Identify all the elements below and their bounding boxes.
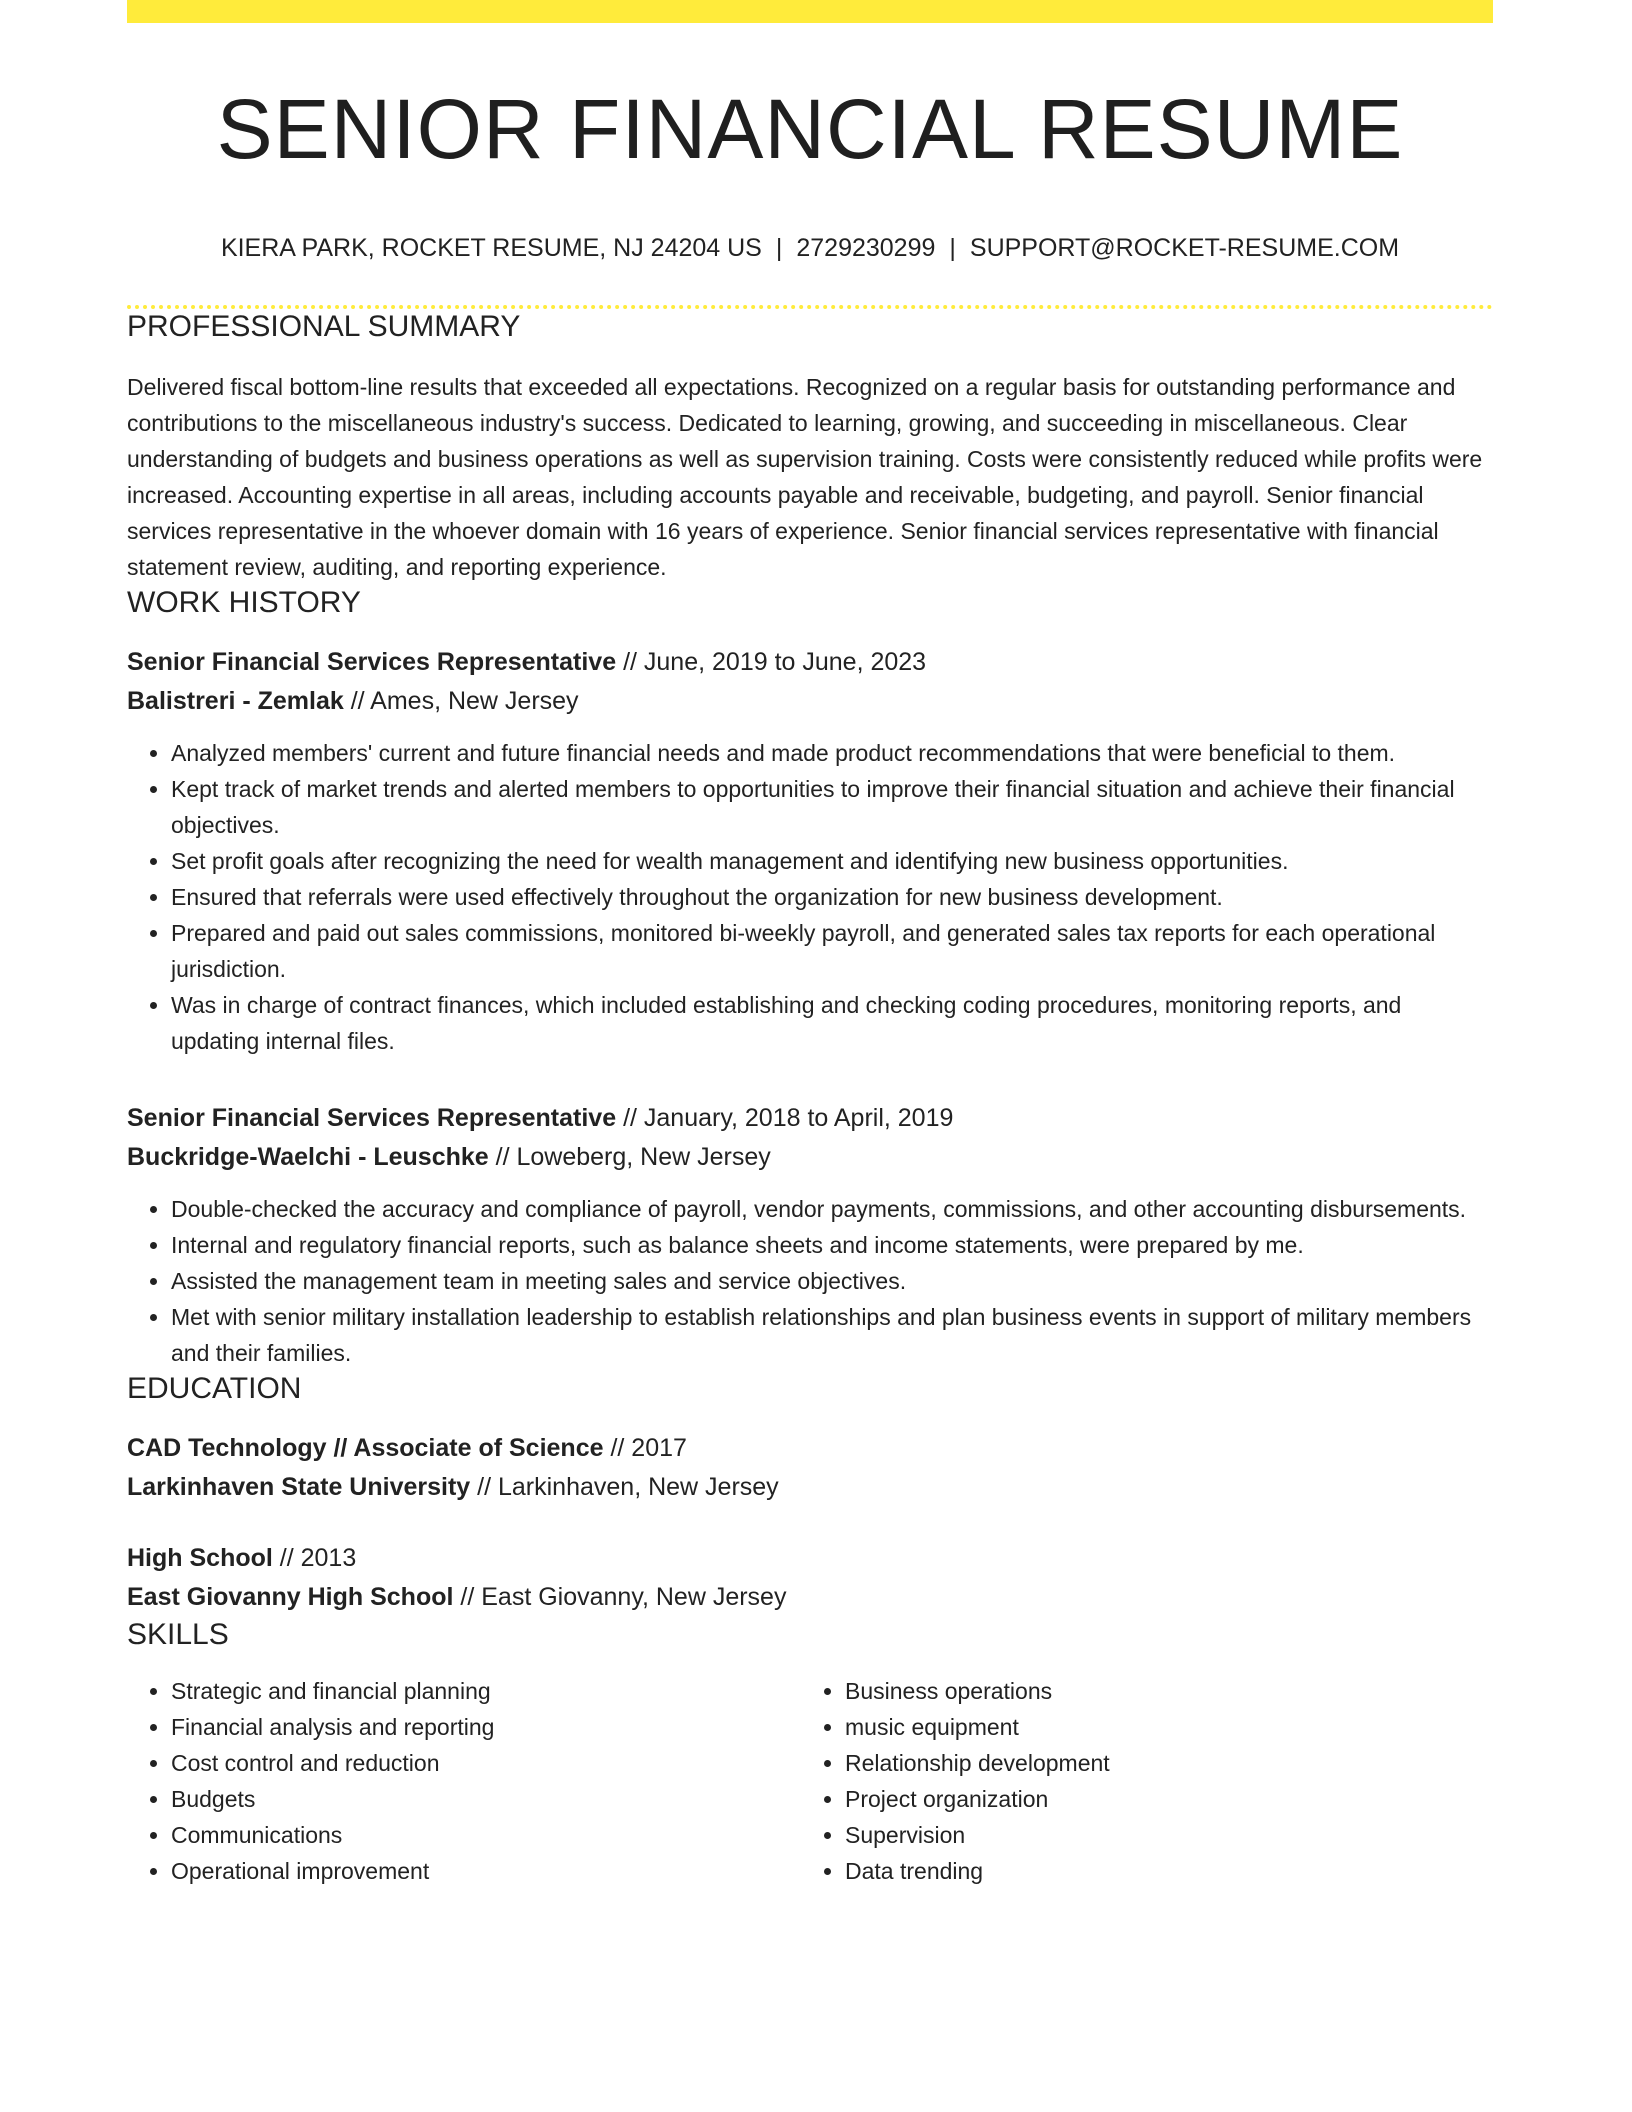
job-location: // Loweberg, New Jersey bbox=[488, 1143, 771, 1172]
skill-item: • Financial analysis and reporting bbox=[171, 1709, 801, 1745]
contact-email: SUPPORT@ROCKET-RESUME.COM bbox=[969, 234, 1400, 263]
skills-columns bbox=[127, 1673, 1493, 1889]
education-location: // East Giovanny, New Jersey bbox=[453, 1583, 787, 1612]
job-title-line bbox=[127, 643, 1493, 682]
job-bullet-list bbox=[127, 735, 1493, 1059]
summary-heading: PROFESSIONAL SUMMARY bbox=[127, 310, 521, 344]
education-school: East Giovanny High School bbox=[127, 1583, 454, 1612]
education-location: // Larkinhaven, New Jersey bbox=[470, 1473, 779, 1502]
skill-item: • Supervision bbox=[845, 1817, 1475, 1853]
job-company: Balistreri - Zemlak bbox=[127, 687, 344, 716]
education-year: // 2017 bbox=[603, 1434, 687, 1463]
job-title: Senior Financial Services Representative bbox=[127, 648, 617, 677]
contact-address: KIERA PARK, ROCKET RESUME, NJ 24204 US bbox=[220, 234, 762, 263]
resume-title: SENIOR FINANCIAL RESUME bbox=[216, 82, 1404, 176]
job-dates: // June, 2019 to June, 2023 bbox=[616, 648, 927, 677]
skill-item: • Operational improvement bbox=[171, 1853, 801, 1889]
resume-page bbox=[127, 0, 1493, 1889]
skill-item: • Project organization bbox=[845, 1781, 1475, 1817]
job-bullet: • Kept track of market trends and alerted members to opportunities to improve their financial situation and achieve their financial objectives. bbox=[171, 771, 1493, 843]
skill-item: • Business operations bbox=[845, 1673, 1475, 1709]
job-bullet: • Set profit goals after recognizing the need for wealth management and identifying new business opportunities. bbox=[171, 843, 1493, 879]
education-entry bbox=[127, 1429, 1493, 1507]
skill-item: • Strategic and financial planning bbox=[171, 1673, 801, 1709]
skill-item: • music equipment bbox=[845, 1709, 1475, 1745]
skill-item: • Relationship development bbox=[845, 1745, 1475, 1781]
education-degree-line bbox=[127, 1429, 1493, 1468]
job-entry bbox=[127, 1099, 1493, 1371]
job-location: // Ames, New Jersey bbox=[343, 687, 579, 716]
contact-line bbox=[127, 233, 1493, 263]
contact-separator: | bbox=[949, 234, 956, 263]
job-bullet: • Was in charge of contract finances, which included establishing and checking coding procedures, monitoring reports, and updating internal files. bbox=[171, 987, 1493, 1059]
education-school-line bbox=[127, 1578, 1493, 1617]
education-degree-line bbox=[127, 1539, 1493, 1578]
skill-item: • Cost control and reduction bbox=[171, 1745, 801, 1781]
job-bullet: • Assisted the management team in meeting sales and service objectives. bbox=[171, 1263, 1493, 1299]
education-year: // 2013 bbox=[272, 1544, 357, 1573]
skills-list-left bbox=[127, 1673, 801, 1889]
contact-separator: | bbox=[775, 234, 783, 263]
summary-text: Delivered fiscal bottom-line results that exceeded all expectations. Recognized on a regular basis for outstanding performance and contributions to the miscellaneous industry's success. Dedicated to learning, growing, and succeeding in miscellaneous. Clear understanding of budgets and business operations as well as supervision training. Costs were consistently reduced while profits were increased. Accounting expertise in all areas, including accounts payable and receivable, budgeting, and payroll. Senior financial services representative in the whoever domain with 16 years of experience. Senior financial services representative with financial statement review, auditing, and reporting experience. bbox=[127, 374, 1483, 581]
job-title-line bbox=[127, 1099, 1493, 1138]
education-degree: High School bbox=[127, 1544, 273, 1573]
job-bullet: • Double-checked the accuracy and compliance of payroll, vendor payments, commissions, and other accounting disbursements. bbox=[171, 1191, 1493, 1227]
job-bullet: • Ensured that referrals were used effectively throughout the organization for new business development. bbox=[171, 879, 1493, 915]
job-company-line bbox=[127, 682, 1493, 721]
job-title: Senior Financial Services Representative bbox=[127, 1104, 617, 1133]
skills-list-right bbox=[801, 1673, 1475, 1889]
education-school: Larkinhaven State University bbox=[127, 1473, 471, 1502]
job-company-line bbox=[127, 1138, 1493, 1177]
education-degree: CAD Technology // Associate of Science bbox=[127, 1434, 604, 1463]
education-heading: EDUCATION bbox=[127, 1372, 302, 1406]
skill-item: • Data trending bbox=[845, 1853, 1475, 1889]
skills-heading: SKILLS bbox=[127, 1618, 229, 1652]
job-bullet: • Met with senior military installation leadership to establish relationships and plan business events in support of military members and their families. bbox=[171, 1299, 1493, 1371]
skill-item: • Communications bbox=[171, 1817, 801, 1853]
contact-phone: 2729230299 bbox=[796, 234, 936, 263]
skill-item: • Budgets bbox=[171, 1781, 801, 1817]
job-bullet: • Internal and regulatory financial reports, such as balance sheets and income statements, were prepared by me. bbox=[171, 1227, 1493, 1263]
education-school-line bbox=[127, 1468, 1493, 1507]
job-bullet-list bbox=[127, 1191, 1493, 1371]
job-bullet: • Analyzed members' current and future financial needs and made product recommendations that were beneficial to them. bbox=[171, 735, 1493, 771]
education-entry bbox=[127, 1539, 1493, 1617]
work-history-heading: WORK HISTORY bbox=[127, 586, 361, 620]
job-company: Buckridge-Waelchi - Leuschke bbox=[127, 1143, 489, 1172]
accent-top-bar bbox=[127, 0, 1493, 23]
job-entry bbox=[127, 643, 1493, 1059]
job-dates: // January, 2018 to April, 2019 bbox=[616, 1104, 954, 1133]
job-bullet: • Prepared and paid out sales commissions, monitored bi-weekly payroll, and generated sales tax reports for each operational jurisdiction. bbox=[171, 915, 1493, 987]
